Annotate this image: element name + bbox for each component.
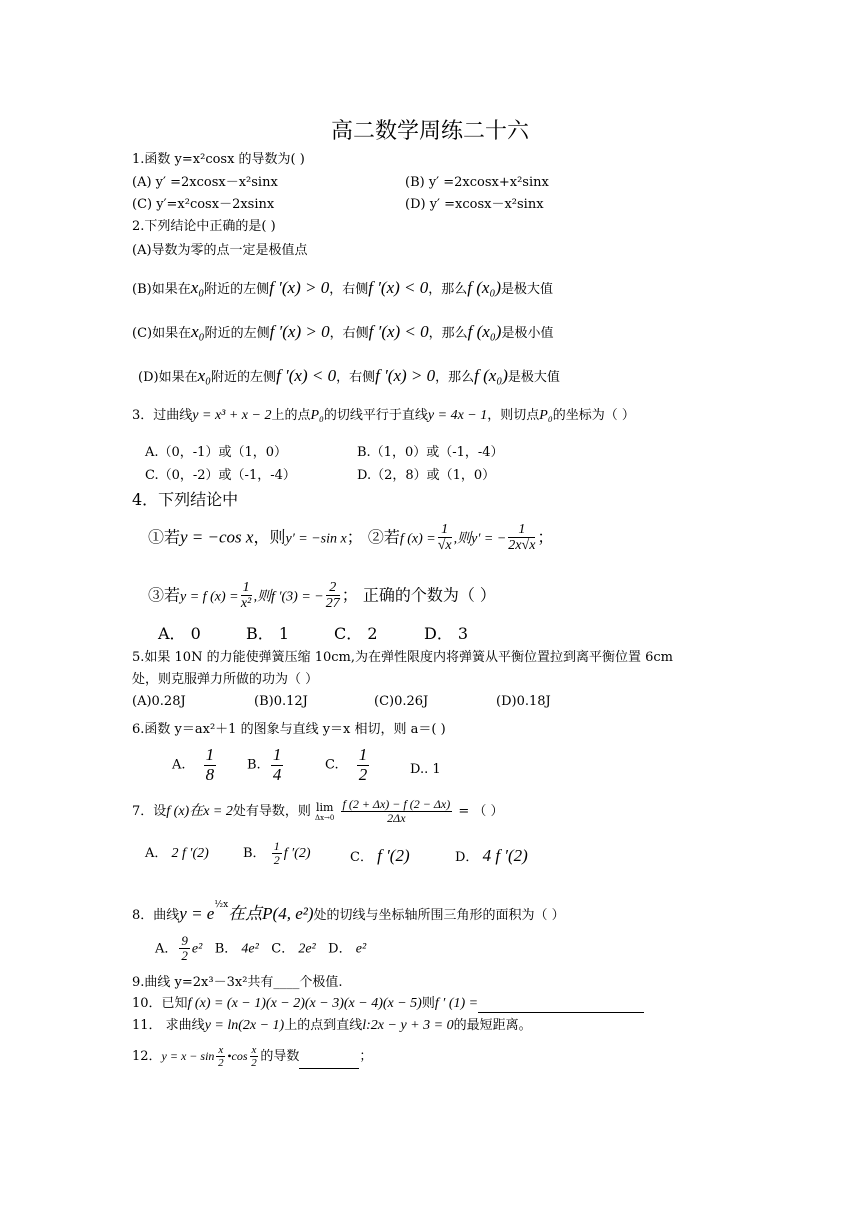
q8-a-label: A． [155,941,178,957]
q6-c-den: 2 [358,764,368,784]
q3-text1: 上的点 [271,408,311,423]
q7-d-label: D． [455,850,479,865]
q11-text: 上的点到直线 [284,1018,363,1033]
q2-option-b [132,278,553,298]
q7-stem [132,798,504,825]
q8-b-value: 4e² [241,941,259,957]
q7-condition: f (x)在x = 2 [166,804,233,820]
q9-text: 9.曲线 y=2x³－3x²共有____个极值. [132,975,343,990]
q7-option-a [145,846,209,863]
q8-curve: y = e [179,904,215,923]
q11-curve: y = ln(2x − 1) [204,1018,285,1033]
q2-b-prefix: (B)如果在 [132,282,191,297]
q6-option-a [172,746,218,784]
q4-item3-f: y = f (x) = [180,589,239,605]
q4-item2-prefix: ②若 [367,527,400,547]
q5-option-b: (B)0.12J [254,694,308,709]
q7-c-label: C． [350,850,373,865]
q8-a-frac [179,934,190,964]
page-title: 高二数学周练二十六 [330,119,529,144]
q8-a-value: e² [191,941,203,957]
q7-c-value: f ′(2) [377,846,410,865]
q7-option-b [243,840,310,867]
q12-stem [132,1044,372,1069]
q4-item1-eq: y = −cos x [180,527,254,547]
q10-result: f ′ (1) = [434,996,479,1011]
q5-option-c: (C)0.26J [374,694,429,709]
q2-option-a: (A)导数为零的点一定是极值点 [132,243,308,258]
q2-d-cond1: f ′(x) < 0 [276,366,337,385]
q4-item3-prefix: ③若 [148,585,181,605]
q4-item2-num: 1 [438,522,452,538]
q3-text3: ，则切点 [487,408,540,423]
q2-b-cond1: f ′(x) > 0 [269,278,330,297]
q8-stem [132,900,565,924]
q4-option-a: A． 0 [158,624,201,643]
q7-b-frac [272,840,282,867]
q6-b-den: 4 [272,764,282,784]
q8-d-value: e² [355,941,367,957]
q8-a-den: 2 [181,948,188,964]
q2-c-cond2: f ′(x) < 0 [368,322,429,341]
q12-den1: 2 [218,1057,224,1070]
q3-prefix: 3．过曲线 [132,408,193,423]
q12-frac1 [216,1044,225,1069]
q4-item2-f: f (x) = [399,531,436,547]
q8-prefix: 8．曲线 [132,908,180,923]
q2-b-text1: 附近的左侧 [204,282,270,297]
q2-d-text1: 附近的左侧 [211,370,277,385]
q3-option-a: A.（0，-1）或（1，0） [145,445,287,460]
q12-end: 的导数 [260,1049,300,1065]
q6-option-b [247,746,285,784]
q12-num2: x [251,1044,257,1056]
q4-item2-num2: 1 [508,522,535,538]
q7-prefix: 7．设 [132,804,167,820]
q3-option-b: B.（1，0）或（-1，-4） [357,445,504,460]
q3-point-2: P₀ [539,408,553,423]
q8-b-label: B． [214,941,238,957]
q3-option-c: C.（0，-2）或（-1，-4） [145,468,296,483]
q10-answer-blank[interactable] [478,1012,644,1013]
q2-c-end: 是极小值 [501,326,554,341]
q4-item2-frac2 [508,522,535,554]
q7-a-value: 2 f ′(2) [171,846,209,861]
q5-line-1: 5.如果 10N 的力能使弹簧压缩 10cm,为在弹性限度内将弹簧从平衡位置拉到离平衡位置 6cm [132,650,674,665]
q7-end: = （ ） [458,804,504,820]
q4-item1-text: ，则 [253,527,286,547]
q7-b-label: B． [243,846,266,862]
q3-option-d: D.（2，8）或（1，0） [357,468,496,483]
q1-option-c: (C) y′=x²cosx－2xsinx [132,197,275,212]
q7-d-value: 4 f ′(2) [482,846,528,865]
q3-line: y = 4x − 1 [427,408,488,423]
q4-stem: 4．下列结论中 [132,490,239,509]
q1-option-b: (B) y′ =2xcosx+x²sinx [405,175,549,190]
q4-item3-end: ； 正确的个数为（ ） [341,585,496,605]
q1-option-d: (D) y′ =xcosx－x²sinx [405,197,544,212]
q7-a-label: A． [145,846,168,861]
q6-b-frac [271,746,284,784]
q8-options [155,934,366,964]
q10-stem [132,996,644,1013]
q7-frac [341,798,453,825]
q2-b-text3: ，那么 [428,282,468,297]
q8-c-label: C． [271,941,295,957]
q6-a-num: 1 [205,745,215,764]
q2-b-x0: x₀ [190,278,205,297]
q4-item3-den: x² [240,596,252,612]
q4-item3-num: 1 [242,580,250,595]
q11-stem [132,1018,532,1035]
q3-text2: 的切线平行于直线 [323,408,428,423]
q5-option-a: (A)0.28J [132,694,186,709]
q8-end: 处的切线与坐标轴所围三角形的面积为（ ） [313,908,565,923]
q2-d-fx0: f (x₀) [474,366,508,385]
q10-text: 则 [421,996,435,1011]
q6-option-c [325,746,371,784]
q8-exponent: ½x [214,900,229,910]
q3-curve: y = x³ + x − 2 [192,408,272,423]
q2-d-x0: x₀ [197,366,212,385]
q11-prefix: 11． 求曲线 [132,1018,205,1033]
q12-answer-blank[interactable] [299,1068,359,1069]
q7-option-d [455,846,528,866]
q4-item2-then: ,则y′ = − [453,531,507,547]
q3-stem [132,408,635,425]
q2-d-text3: ，那么 [435,370,475,385]
q11-end: 的最短距离。 [453,1018,532,1033]
q4-item2-frac [438,522,452,554]
q6-c-num: 1 [358,745,368,764]
q2-option-c [132,322,553,342]
q7-b-num: 1 [273,839,280,853]
q10-prefix: 10．已知 [132,996,188,1011]
q2-c-text2: ，右侧 [329,326,369,341]
q7-lim-word: lim [315,800,334,814]
q6-option-d: D.. 1 [410,762,441,777]
q7-option-c [350,846,410,866]
q2-b-end: 是极大值 [501,282,554,297]
q5-option-d: (D)0.18J [496,694,551,709]
q4-item2-den2: 2x√x [508,538,536,554]
q12-frac2 [250,1044,259,1069]
q4-item2-end: ； [537,527,554,547]
q4-option-b: B． 1 [246,624,290,643]
q8-point: 在点P(4, e²) [228,904,314,923]
q2-c-prefix: (C)如果在 [132,326,192,341]
q2-c-fx0: f (x₀) [467,322,502,341]
q7-num: f (2 + Δx) − f (2 − Δx) [342,797,451,811]
q5-line-2: 处，则克服弹力所做的功为（ ） [132,672,319,687]
q4-option-d: D． 3 [424,624,469,643]
q1-option-a: (A) y′ =2xcosx－x²sinx [132,175,278,190]
q4-item-1-2 [148,522,553,554]
q12-den2: 2 [251,1057,257,1070]
q6-a-frac [204,746,217,784]
q8-d-label: D． [328,941,352,957]
q6-a-label: A. [172,757,186,773]
q6-a-den: 8 [205,764,215,784]
q8-c-value: 2e² [298,941,316,957]
q4-option-c: C． 2 [334,624,378,643]
q7-den: 2Δx [387,811,406,826]
q7-lim-sub: Δx→0 [315,814,335,823]
q2-c-text3: ，那么 [428,326,468,341]
q4-item3-den2: 27 [325,596,340,612]
q12-prefix: 12． [132,1049,162,1065]
q2-d-end: 是极大值 [507,370,560,385]
q2-b-text2: ，右侧 [329,282,369,297]
q12-num1: x [218,1044,224,1056]
q4-item3-num2: 2 [326,580,340,596]
q4-item1-result: y′ = −sin x [285,531,347,547]
q3-point: P₀ [310,408,324,423]
q2-c-cond1: f ′(x) > 0 [269,322,330,341]
q2-option-d [138,366,560,386]
q2-stem: 2.下列结论中正确的是( ) [132,219,276,234]
q2-c-text1: 附近的左侧 [204,326,270,341]
q4-item2-den: √x [437,538,452,554]
q4-item1-end: ； [346,527,363,547]
q7-b-den: 2 [273,853,280,868]
q2-d-text2: ，右侧 [336,370,376,385]
q4-item1-prefix: ①若 [148,527,181,547]
q2-b-fx0: f (x₀) [467,278,502,297]
q12-cos: •cos [227,1049,248,1064]
q10-expression: f (x) = (x − 1)(x − 2)(x − 3)(x − 4)(x − 5) [187,996,422,1011]
q7-text: 处有导数，则 [232,804,311,820]
q2-d-prefix: (D)如果在 [138,370,198,385]
q2-c-x0: x₀ [191,322,205,341]
q3-end: 的坐标为（ ） [552,408,635,423]
q4-item-3 [148,580,496,612]
q1-stem: 1.函数 y=x²cosx 的导数为( ) [132,152,305,167]
q12-expr: y = x − sin [161,1049,215,1064]
q7-limit [315,801,334,823]
q6-c-frac [357,746,370,784]
q2-b-cond2: f ′(x) < 0 [368,278,429,297]
q4-item3-frac [241,580,252,612]
q12-end-2: ； [359,1049,373,1065]
q7-b-value: f ′(2) [283,846,311,862]
q4-item3-frac2 [326,580,340,612]
q6-b-label: B. [247,757,261,773]
q6-b-num: 1 [272,745,282,764]
q11-line: l:2x − y + 3 = 0 [362,1018,454,1033]
q8-a-num: 9 [181,933,188,948]
q2-d-cond2: f ′(x) > 0 [375,366,436,385]
q6-c-label: C. [325,757,339,773]
q6-stem: 6.函数 y＝ax²＋1 的图象与直线 y＝x 相切，则 a＝( ) [132,722,446,737]
q4-item3-then: ,则f ′(3) = − [253,589,324,605]
